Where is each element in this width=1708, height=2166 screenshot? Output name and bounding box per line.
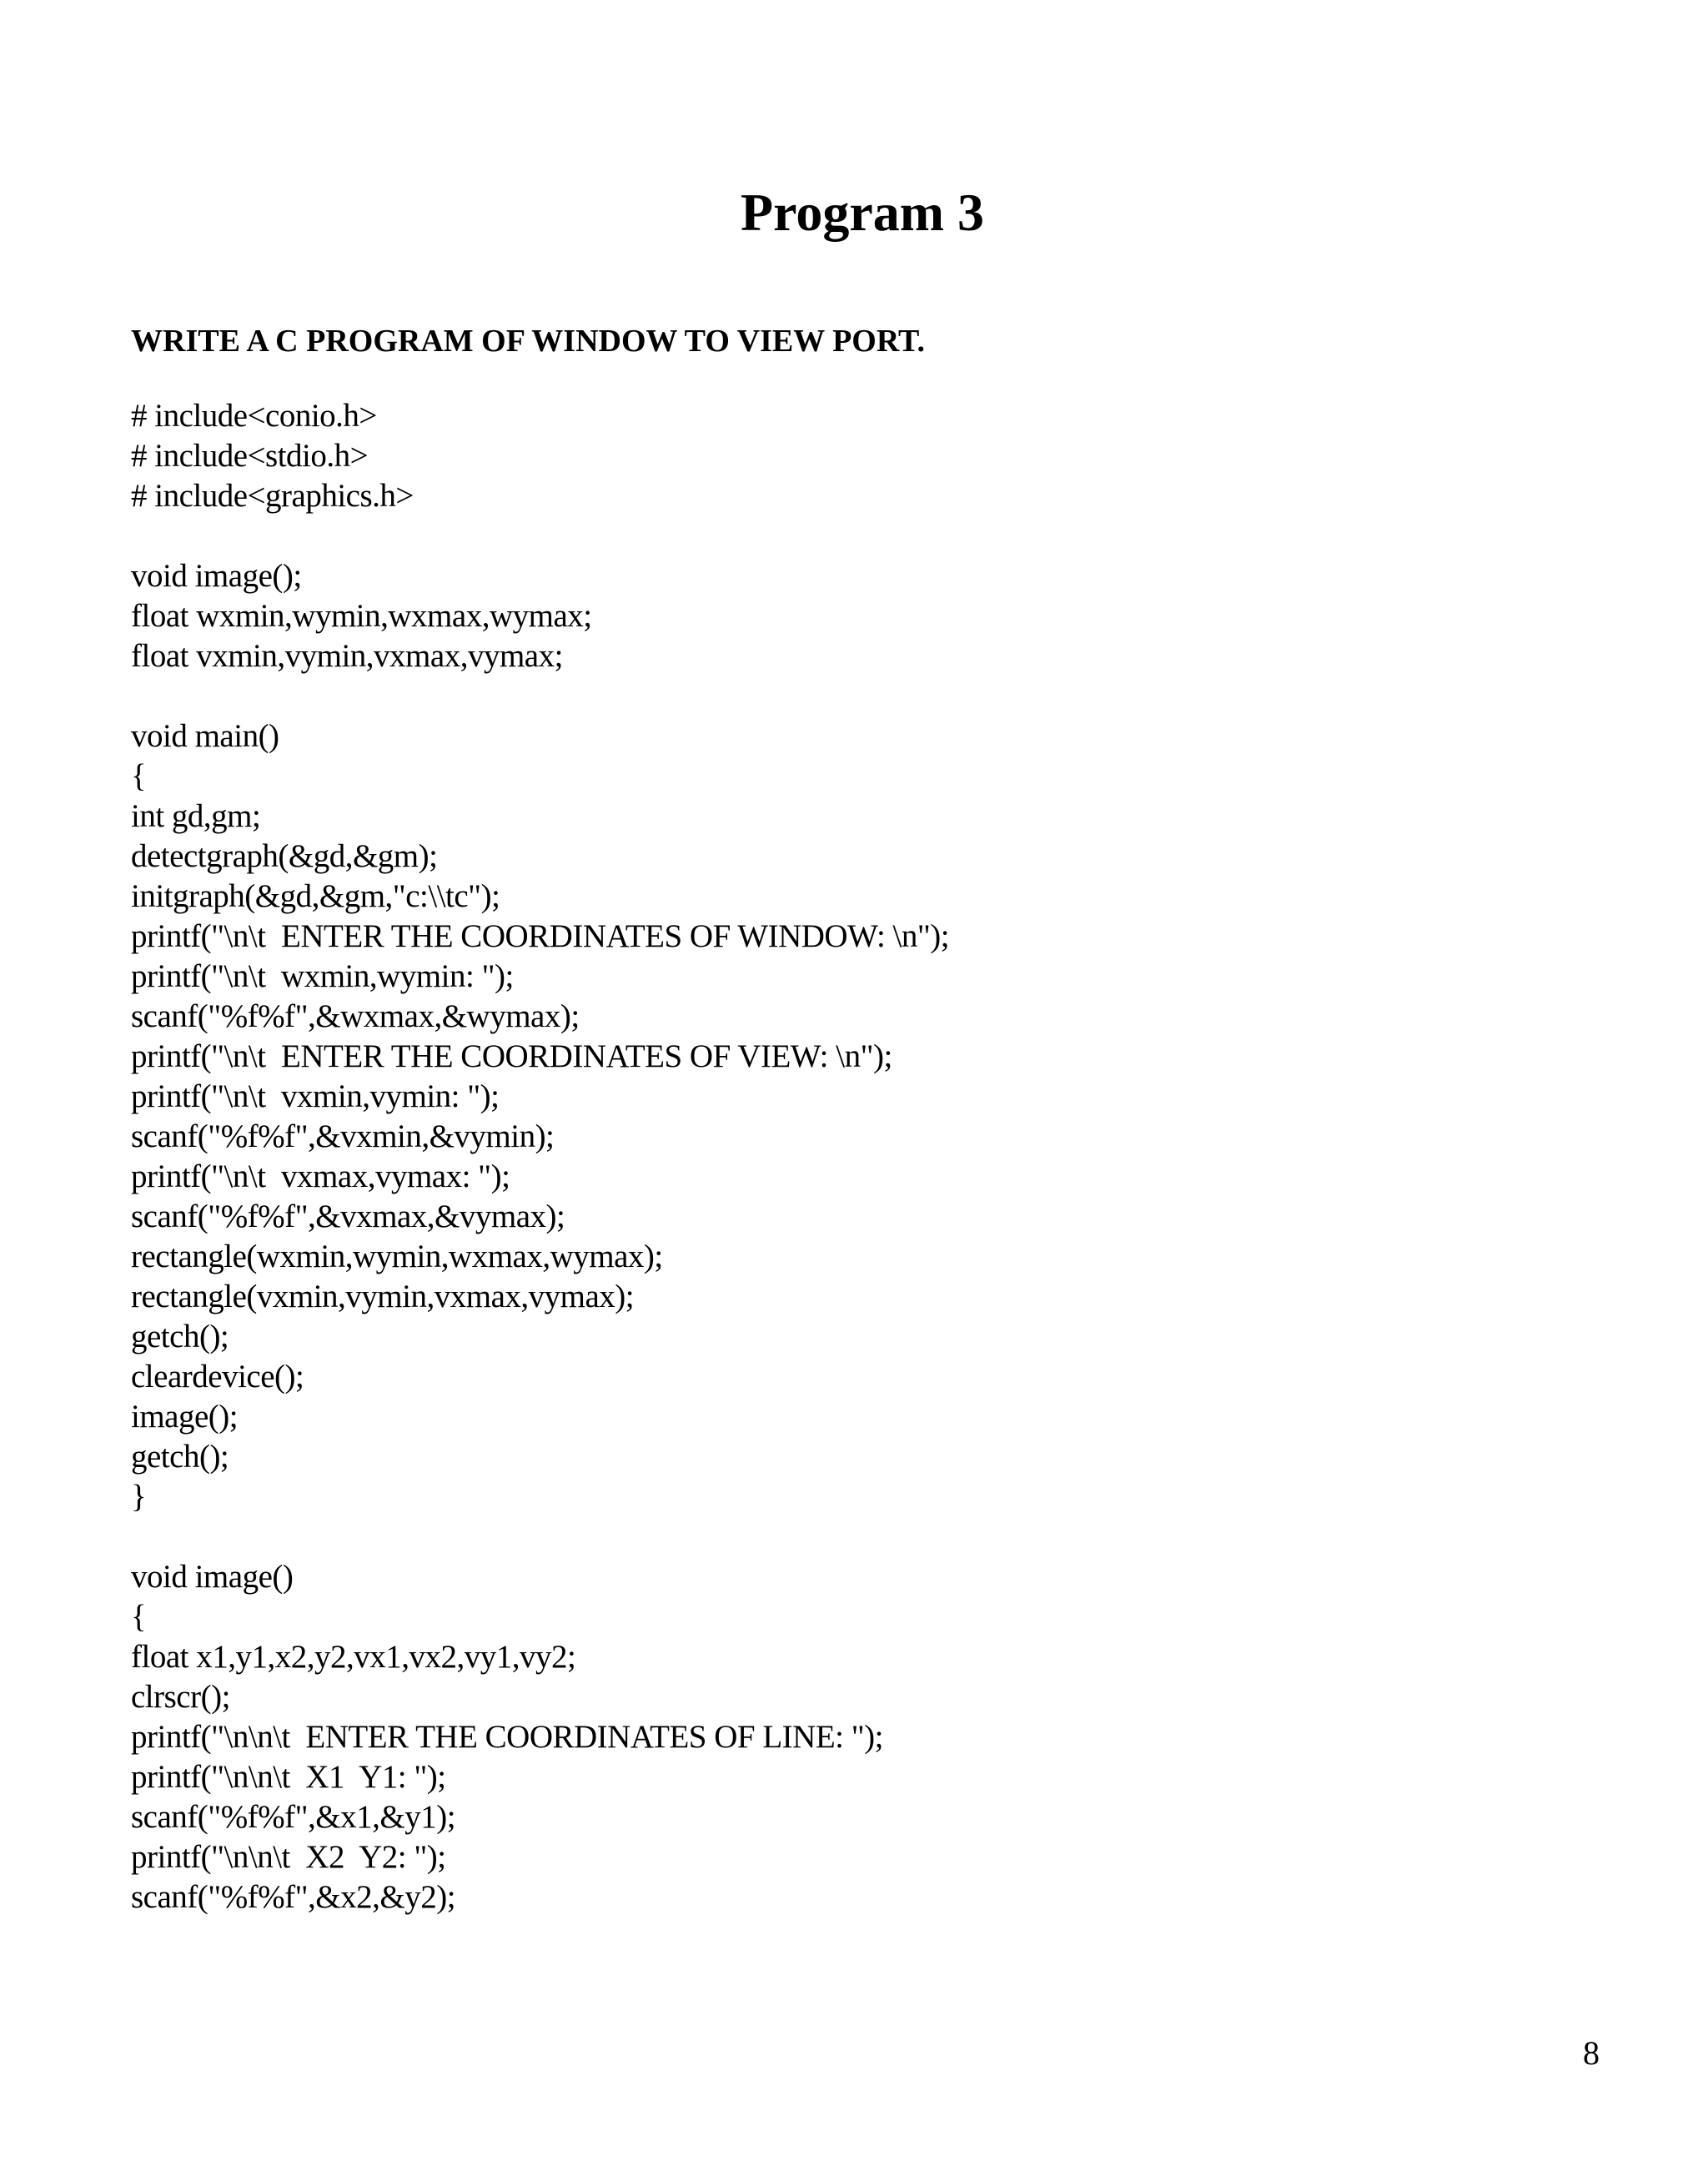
code-line: float vxmin,vymin,vxmax,vymax; [131, 638, 563, 674]
page-number: 8 [1583, 2034, 1600, 2072]
code-line: # include<conio.h> [131, 398, 377, 434]
code-line: getch(); [131, 1439, 229, 1475]
code-line: float wxmin,wymin,wxmax,wymax; [131, 598, 592, 634]
code-line: printf("\n\n\t X1 Y1: "); [131, 1759, 446, 1795]
code-line: printf("\n\t vxmin,vymin: "); [131, 1078, 500, 1114]
code-line: image(); [131, 1399, 239, 1435]
code-line: clrscr(); [131, 1679, 230, 1715]
code-line: scanf("%f%f",&vxmin,&vymin); [131, 1118, 555, 1154]
code-line: getch(); [131, 1319, 229, 1354]
code-blank-line [131, 1517, 949, 1557]
code-line: initgraph(&gd,&gm,"c:\\tc"); [131, 878, 500, 914]
program-title [0, 179, 1708, 246]
code-line: void image(); [131, 558, 302, 594]
program-title-text: Program 3 [740, 183, 985, 242]
code-line: int gd,gm; [131, 798, 261, 834]
code-line: # include<stdio.h> [131, 438, 369, 474]
code-line: { [131, 758, 147, 794]
code-line: float x1,y1,x2,y2,vx1,vx2,vy1,vy2; [131, 1639, 576, 1675]
code-listing [131, 396, 949, 1917]
code-line: { [131, 1599, 147, 1635]
code-line: } [131, 1479, 147, 1515]
code-line: printf("\n\t wxmin,wymin: "); [131, 958, 514, 994]
code-blank-line [131, 676, 949, 716]
code-line: detectgraph(&gd,&gm); [131, 838, 438, 874]
code-line: printf("\n\t vxmax,vymax: "); [131, 1158, 510, 1194]
code-line: # include<graphics.h> [131, 478, 414, 514]
code-line: rectangle(vxmin,vymin,vxmax,vymax); [131, 1279, 635, 1314]
code-line: scanf("%f%f",&x1,&y1); [131, 1799, 456, 1835]
assignment-heading: WRITE A C PROGRAM OF WINDOW TO VIEW PORT. [131, 324, 925, 359]
code-line: rectangle(wxmin,wymin,wxmax,wymax); [131, 1239, 663, 1274]
code-line: printf("\n\t ENTER THE COORDINATES OF WINDOW: \n"); [131, 918, 950, 954]
code-line: void main() [131, 718, 279, 754]
code-line: printf("\n\t ENTER THE COORDINATES OF VIEW: \n"); [131, 1038, 892, 1074]
code-line: void image() [131, 1559, 294, 1595]
code-line: printf("\n\n\t X2 Y2: "); [131, 1839, 446, 1875]
code-line: scanf("%f%f",&vxmax,&vymax); [131, 1199, 565, 1234]
code-line: printf("\n\n\t ENTER THE COORDINATES OF LINE: "); [131, 1719, 883, 1755]
code-line: scanf("%f%f",&x2,&y2); [131, 1879, 456, 1915]
code-line: scanf("%f%f",&wxmax,&wymax); [131, 998, 580, 1034]
code-line: cleardevice(); [131, 1359, 304, 1395]
code-blank-line [131, 516, 949, 556]
